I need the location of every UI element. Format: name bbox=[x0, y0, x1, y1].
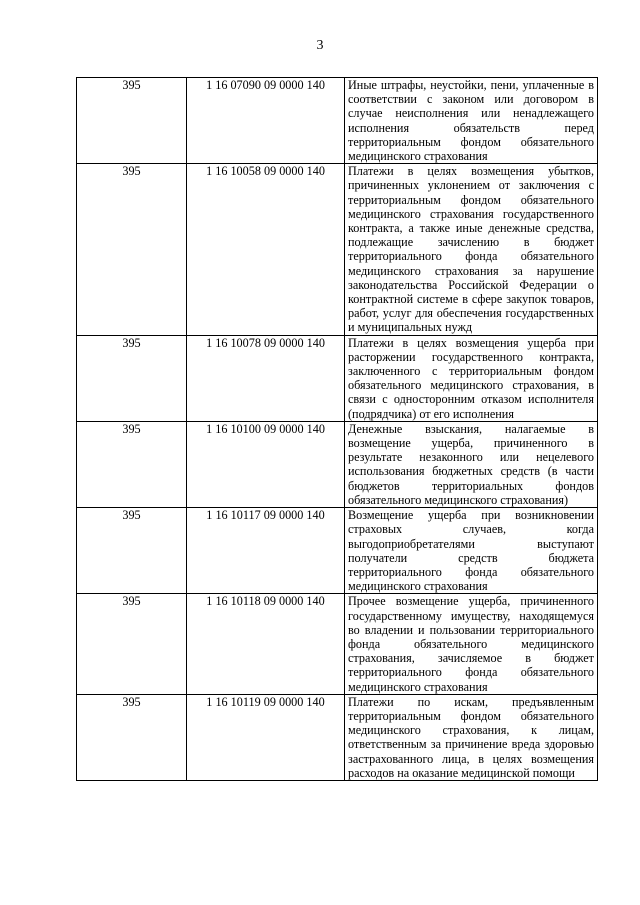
income-name-cell: Иные штрафы, неустойки, пени, уплаченные в соответствии с законом или договором в случае неисполнения или ненадлежащего исполнения обязательств перед территориальным фондом обязательного медицинского страхования bbox=[345, 78, 598, 164]
income-name-cell: Возмещение ущерба при возникновении страховых случаев, когда выгодоприобретателями выступают получатели средств бюджета территориального фонда обязательного медицинского страхования bbox=[345, 508, 598, 594]
admin-code-cell: 395 bbox=[77, 594, 187, 694]
table-row bbox=[77, 594, 598, 694]
table-row bbox=[77, 694, 598, 780]
admin-code-cell: 395 bbox=[77, 421, 187, 507]
income-name-cell: Платежи по искам, предъявленным территориальным фондом обязательного медицинского страхования, к лицам, ответственным за причинение вреда здоровью застрахованного лица, в целях возмещения расходов на оказание медицинской помощи bbox=[345, 694, 598, 780]
table-row bbox=[77, 335, 598, 421]
admin-code-cell: 395 bbox=[77, 78, 187, 164]
table-row bbox=[77, 421, 598, 507]
income-name-cell: Денежные взыскания, налагаемые в возмещение ущерба, причиненного в результате незаконного или нецелевого использования бюджетных средств (в части бюджетов территориальных фондов обязательного медицинского страхования) bbox=[345, 421, 598, 507]
income-name-cell: Платежи в целях возмещения ущерба при расторжении государственного контракта, заключенного с территориальным фондом обязательного медицинского страхования, в связи с односторонним отказом исполнителя (подрядчика) от его исполнения bbox=[345, 335, 598, 421]
table-row bbox=[77, 164, 598, 335]
admin-code-cell: 395 bbox=[77, 694, 187, 780]
budget-codes-table bbox=[76, 77, 598, 781]
admin-code-cell: 395 bbox=[77, 335, 187, 421]
kbk-code-cell: 1 16 10078 09 0000 140 bbox=[187, 335, 345, 421]
income-name-cell: Платежи в целях возмещения убытков, причиненных уклонением от заключения с территориальным фондом обязательного медицинского страхования государственного контракта, а также иные денежные средства, подлежащие зачислению в бюджет территориального фонда обязательного медицинского страхования за нарушение законодательства Российской Федерации о контрактной системе в сфере закупок товаров, работ, услуг для обеспечения государственных и муниципальных нужд bbox=[345, 164, 598, 335]
income-name-cell: Прочее возмещение ущерба, причиненного государственному имуществу, находящемуся во владении и пользовании территориального фонда обязательного медицинского страхования, зачисляемое в бюджет территориального фонда обязательного медицинского страхования bbox=[345, 594, 598, 694]
kbk-code-cell: 1 16 07090 09 0000 140 bbox=[187, 78, 345, 164]
kbk-code-cell: 1 16 10100 09 0000 140 bbox=[187, 421, 345, 507]
kbk-code-cell: 1 16 10058 09 0000 140 bbox=[187, 164, 345, 335]
kbk-code-cell: 1 16 10119 09 0000 140 bbox=[187, 694, 345, 780]
admin-code-cell: 395 bbox=[77, 164, 187, 335]
kbk-code-cell: 1 16 10117 09 0000 140 bbox=[187, 508, 345, 594]
page-number: 3 bbox=[316, 38, 324, 53]
table-row bbox=[77, 78, 598, 164]
table-row bbox=[77, 508, 598, 594]
admin-code-cell: 395 bbox=[77, 508, 187, 594]
kbk-code-cell: 1 16 10118 09 0000 140 bbox=[187, 594, 345, 694]
